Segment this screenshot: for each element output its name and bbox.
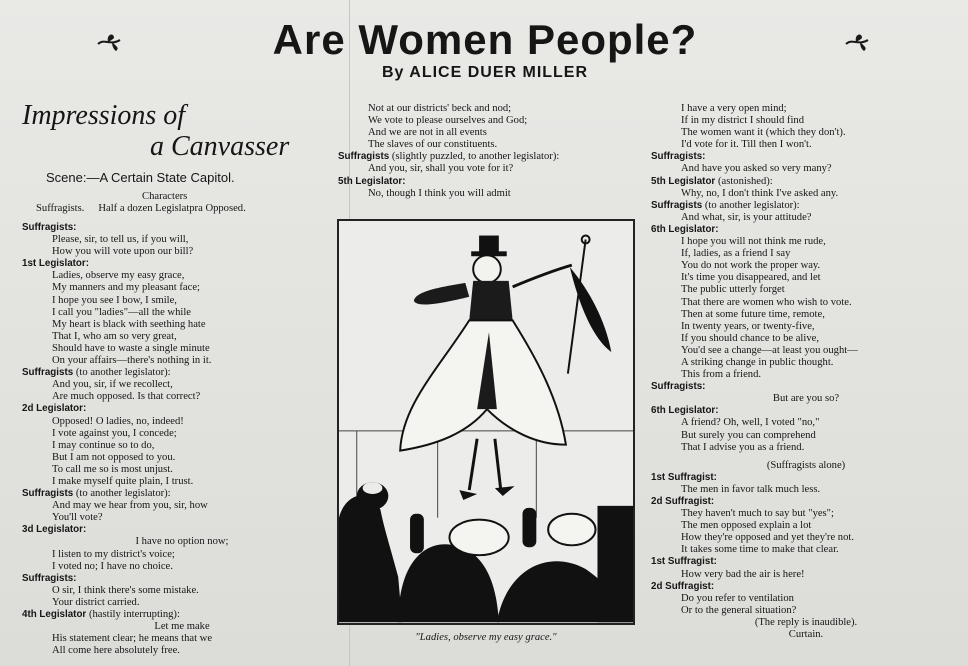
audience-hat-right [548, 514, 595, 546]
speaker-label [651, 381, 961, 393]
verse-line: I call you "ladies"—all the while [52, 306, 191, 318]
speaker-name: 2d Suffragist: [651, 496, 715, 507]
verse-line: A striking change in public thought. [681, 356, 834, 368]
verse-line: If you should chance to be alive, [681, 332, 819, 344]
centered-line: Let me make [154, 621, 210, 633]
speaker-name: 3d Legislator: [22, 524, 87, 536]
verse-line: This from a friend. [681, 369, 762, 381]
verse-line: You'd see a change—at least you ought— [681, 344, 858, 356]
leaf-ornament-left-icon [94, 30, 124, 54]
centered-line: (Suffragists alone) [766, 459, 846, 471]
characters-legislators: Half a dozen Legislatpra Opposed. [98, 203, 246, 214]
byline: By ALICE DUER MILLER [381, 64, 589, 81]
speaker-label [651, 200, 961, 212]
verse-line: But surely you can comprehend [681, 429, 816, 441]
centered-line: But are you so? [772, 393, 840, 405]
verse-line: You do not work the proper way. [681, 260, 821, 272]
speaker-name: Suffragists: [22, 222, 77, 233]
speaker-label [338, 151, 638, 163]
speaker-name: 5th Legislator: [338, 175, 406, 187]
verse-line: Your district carried. [52, 596, 140, 608]
poem-heading-line1: Impressions of [22, 100, 186, 131]
characters-list [22, 191, 322, 215]
speaker-name: 2d Legislator: [22, 403, 87, 415]
verse-line: They haven't much to say but "yes"; [681, 508, 834, 520]
verse-line: To call me so is most unjust. [52, 463, 173, 475]
verse-line: Ladies, observe my easy grace, [52, 270, 185, 282]
verse-line: I'd vote for it. Till then I won't. [681, 139, 812, 151]
stage-direction: (slightly puzzled, to another legislator): [391, 151, 560, 163]
verse-line: I may continue so to do, [52, 439, 155, 451]
stage-direction: (astonished): [717, 175, 773, 187]
characters-label: Characters [142, 191, 188, 202]
speaker-label [22, 573, 342, 585]
verse-line: The public utterly forget [681, 284, 785, 296]
speaker-label [22, 488, 342, 500]
stage-direction: (to another legislator): [704, 199, 800, 211]
figure-head [473, 255, 501, 283]
verse-line: That I advise you as a friend. [681, 441, 805, 453]
centered-line: (The reply is inaudible). [754, 616, 858, 628]
speaker-name: 2d Suffragist: [651, 580, 715, 592]
verse-line: Not at our districts' beck and nod; [368, 103, 512, 114]
verse-line: My manners and my pleasant face; [52, 282, 200, 294]
verse-line: I hope you see I bow, I smile, [52, 294, 177, 306]
speaker-label [651, 176, 961, 188]
speaker-label [651, 581, 961, 593]
leaf-ornament-right-icon [842, 30, 872, 54]
verse-line: But I am not opposed to you. [52, 451, 176, 463]
verse-line: And you, sir, if we recollect, [52, 379, 173, 391]
verse-line: That there are women who wish to vote. [681, 296, 852, 308]
verse-line: And may we hear from you, sir, how [52, 500, 208, 512]
centered-line: Curtain. [788, 629, 824, 641]
verse-line: I listen to my district's voice; [52, 548, 175, 560]
poem-column-3 [651, 103, 961, 641]
speaker-name: Suffragists [338, 151, 390, 163]
stage-direction: (to another legislator): [75, 488, 171, 500]
speaker-label [22, 222, 342, 234]
speaker-name: Suffragists: [651, 151, 706, 163]
speaker-name: Suffragists [22, 488, 74, 500]
speaker-label [651, 151, 961, 163]
verse-line: O sir, I think there's some mistake. [52, 584, 199, 596]
verse-line: And you, sir, shall you vote for it? [368, 163, 514, 175]
speaker-name: Suffragists: [651, 381, 706, 393]
verse-line: I hope you will not think me rude, [681, 236, 826, 248]
speaker-label [22, 609, 342, 621]
speaker-name: 1st Suffragist: [651, 556, 717, 568]
verse-line: How very bad the air is here! [681, 568, 805, 580]
speaker-name: Suffragists [651, 199, 703, 211]
speaker-label [22, 403, 342, 415]
stage-direction: (to another legislator): [75, 367, 171, 379]
verse-line: Please, sir, to tell us, if you will, [52, 234, 189, 246]
verse-line: Opposed! O ladies, no, indeed! [52, 415, 184, 427]
cartoon-illustration [337, 219, 635, 625]
scene-line: Scene:—A Certain State Capitol. [46, 170, 235, 185]
poem-heading-line2: a Canvasser [150, 131, 290, 162]
centered-line: I have no option now; [135, 536, 229, 548]
speaker-name: 1st Legislator: [22, 258, 89, 270]
speaker-label [22, 258, 342, 270]
verse-line: How they're opposed and yet they're not. [681, 532, 854, 544]
verse-line: I make myself quite plain, I trust. [52, 475, 194, 487]
verse-line: I voted no; I have no choice. [52, 560, 173, 572]
speaker-name: 5th Legislator [651, 175, 716, 187]
verse-line: I vote against you, I concede; [52, 427, 177, 439]
verse-line: It takes some time to make that clear. [681, 544, 839, 556]
verse-line: The men in favor talk much less. [681, 483, 821, 495]
speaker-label [651, 405, 961, 417]
speaker-label [651, 496, 961, 508]
verse-line: I have a very open mind; [681, 103, 787, 114]
verse-line: Why, no, I don't think I've asked any. [681, 187, 839, 199]
verse-line: If in my district I should find [681, 115, 804, 127]
verse-line: A friend? Oh, well, I voted "no," [681, 417, 820, 429]
verse-line: And what, sir, is your attitude? [681, 211, 812, 223]
verse-line: We vote to please ourselves and God; [368, 115, 528, 127]
stage-direction: (hastily interrupting): [88, 609, 180, 620]
verse-line: It's time you disappeared, and let [681, 272, 821, 284]
speaker-label [22, 367, 342, 379]
characters-suffragists: Suffragists. [36, 203, 85, 214]
speaker-name: 6th Legislator: [651, 223, 719, 235]
verse-line: And have you asked so very many? [681, 163, 832, 175]
verse-line: My heart is black with seething hate [52, 318, 206, 330]
verse-line: Then at some future time, remote, [681, 308, 825, 320]
speaker-name: 1st Suffragist: [651, 471, 717, 483]
verse-line: How you will vote upon our bill? [52, 246, 194, 258]
speaker-name: 6th Legislator: [651, 405, 719, 417]
speaker-label [338, 176, 638, 188]
verse-line: If, ladies, as a friend I say [681, 248, 791, 260]
verse-line: You'll vote? [52, 512, 103, 524]
speaker-label [651, 556, 961, 568]
verse-line: Are much opposed. Is that correct? [52, 391, 201, 403]
speaker-name: 4th Legislator [22, 609, 87, 620]
poem-column-2 [338, 103, 638, 200]
speaker-label [22, 524, 342, 536]
verse-line: The slaves of our constituents. [368, 139, 498, 151]
speaker-name: Suffragists [22, 367, 74, 379]
verse-line: On your affairs—there's nothing in it. [52, 355, 212, 367]
verse-line: His statement clear; he means that we [52, 633, 213, 645]
verse-line: Do you refer to ventilation [681, 592, 794, 604]
verse-line: No, though I think you will admit [368, 187, 511, 199]
verse-line: That I, who am so very great, [52, 330, 177, 342]
page-title: Are Women People? [272, 16, 698, 63]
verse-line: All come here absolutely free. [52, 645, 180, 657]
coat-body [469, 281, 512, 320]
poem-column-1 [22, 222, 342, 657]
poem-heading [22, 100, 289, 162]
verse-line: The women want it (which they don't). [681, 127, 846, 139]
verse-line: The men opposed explain a lot [681, 520, 812, 532]
speaker-name: Suffragists: [22, 572, 77, 584]
verse-line: Or to the general situation? [681, 604, 797, 616]
verse-line: And we are not in all events [368, 127, 487, 139]
audience-bonnet [449, 520, 508, 556]
illustration-caption: "Ladies, observe my easy grace." [415, 632, 557, 643]
verse-line: Should have to waste a single minute [52, 342, 210, 354]
verse-line: In twenty years, or twenty-five, [681, 320, 815, 332]
speaker-label [651, 224, 961, 236]
speaker-label [651, 472, 961, 484]
